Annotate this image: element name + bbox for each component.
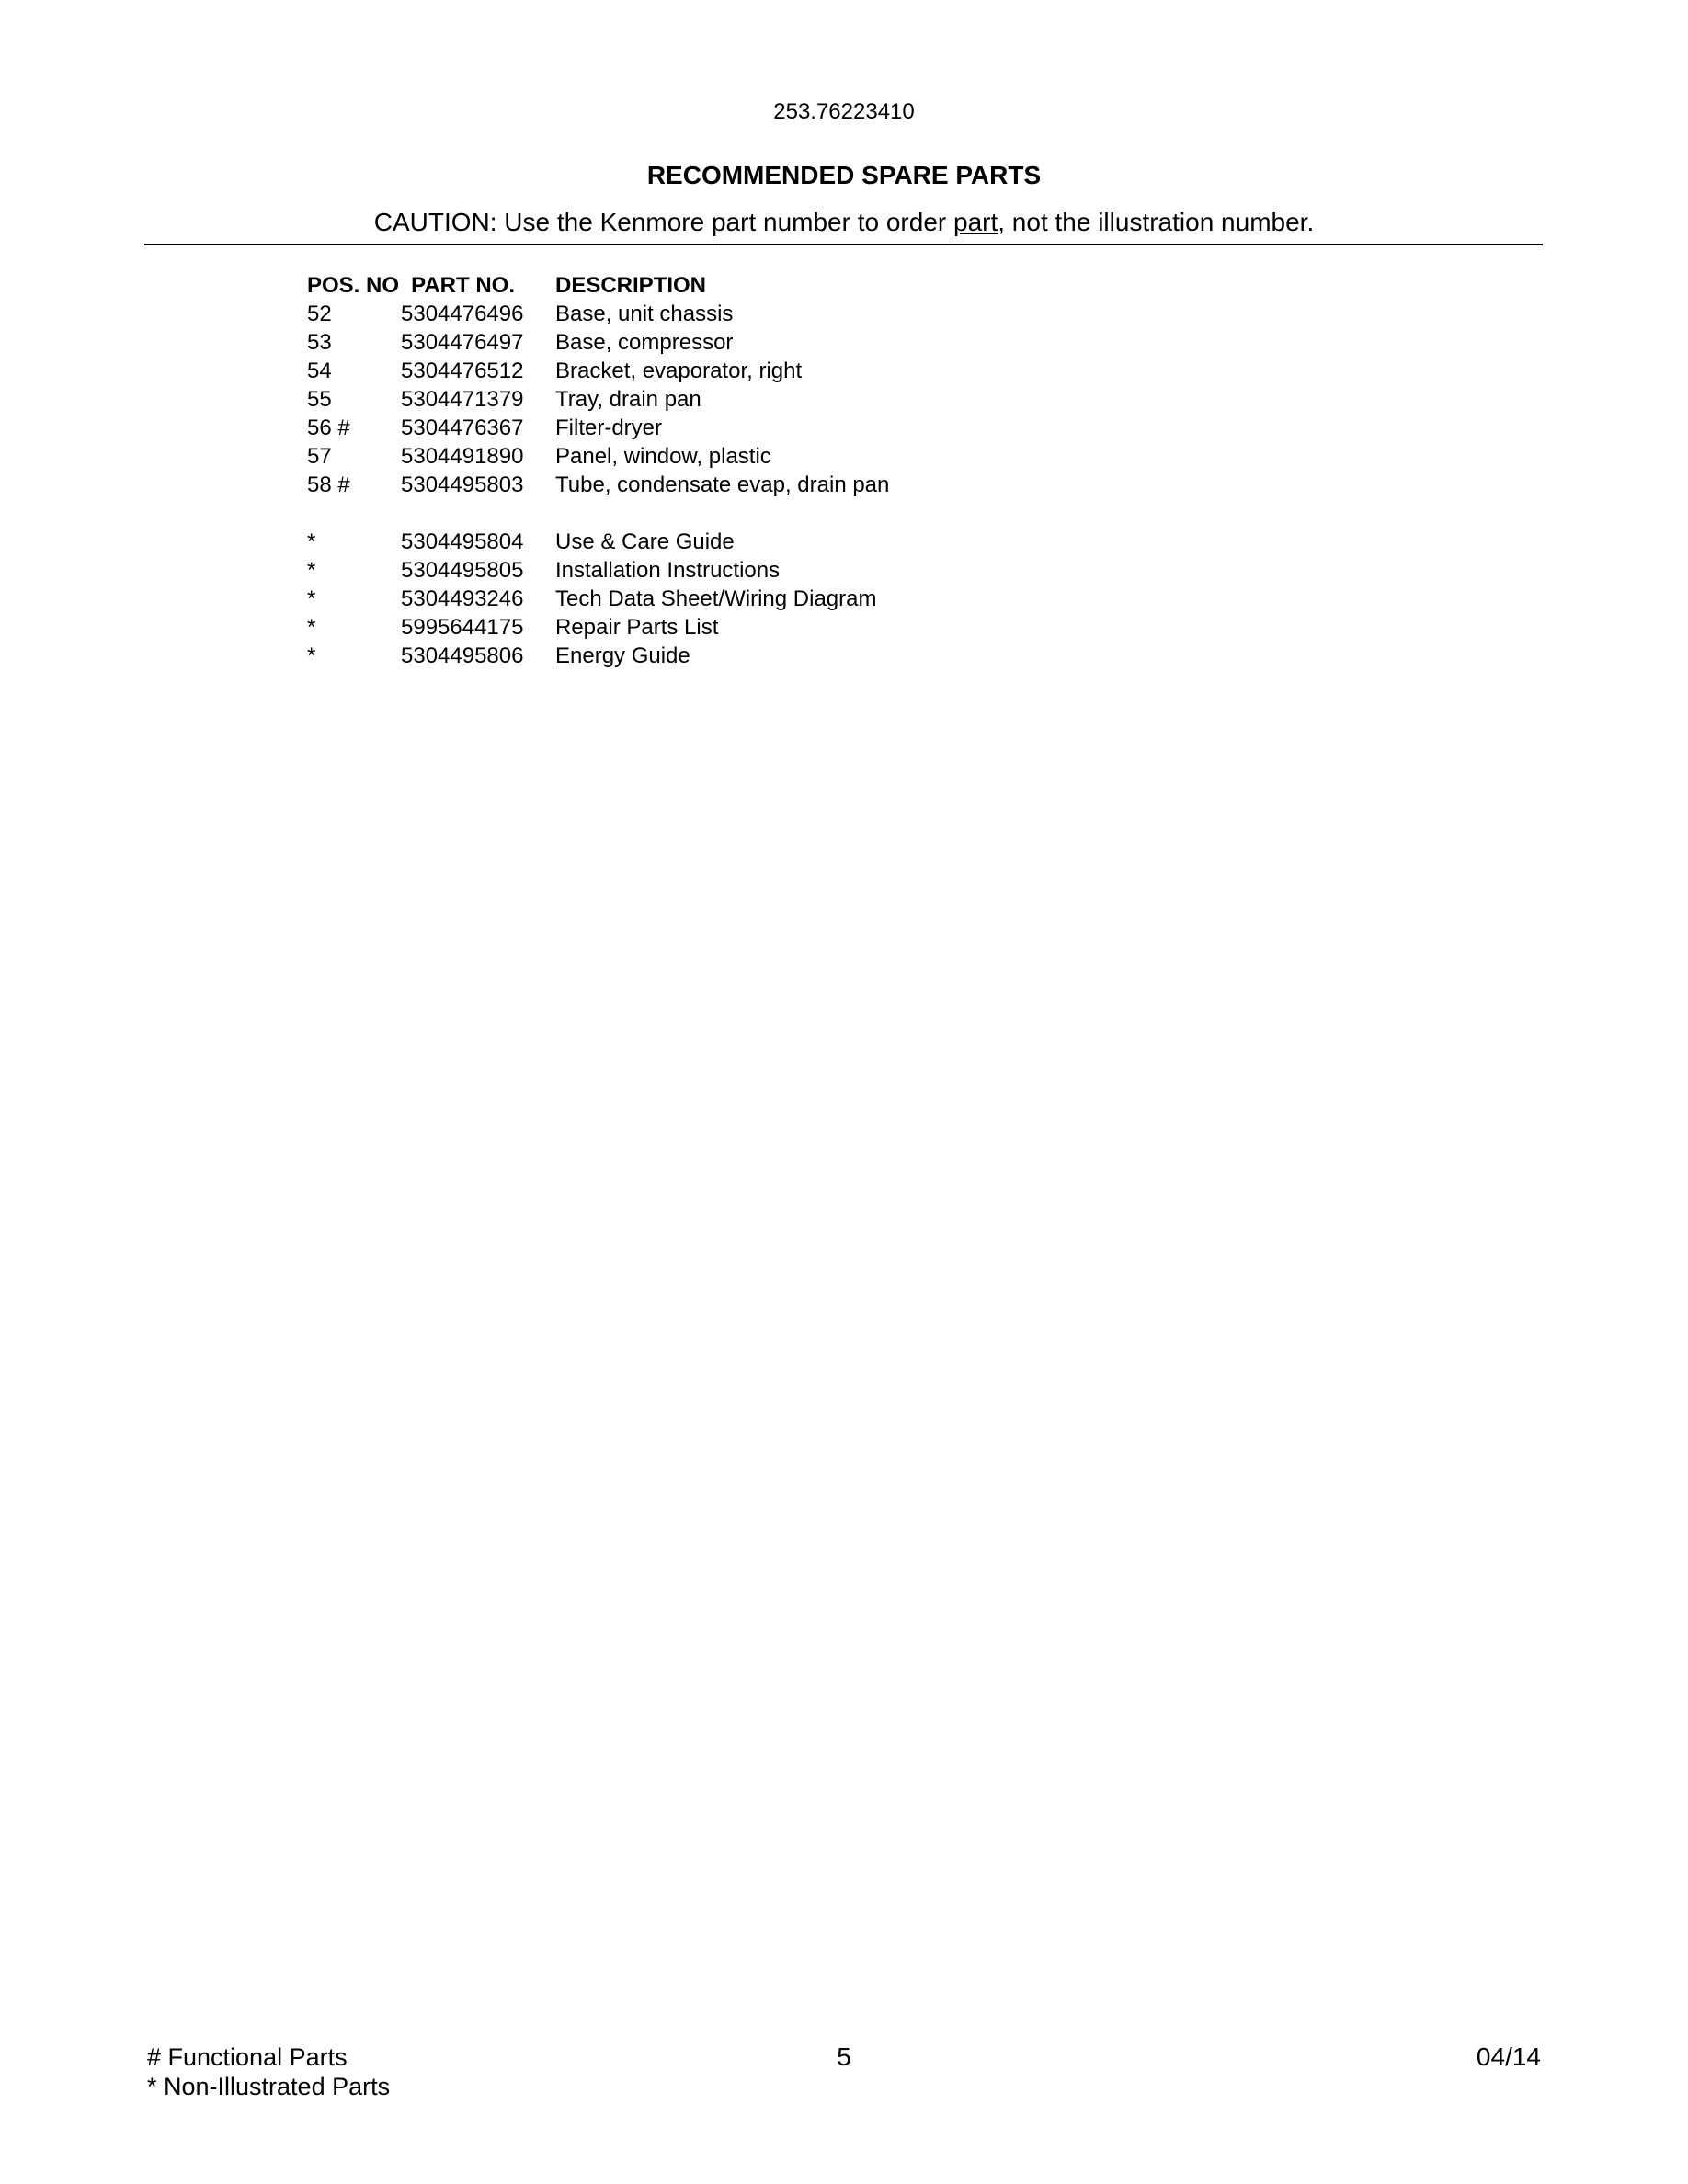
table-row	[307, 556, 889, 585]
pos-cell: *	[307, 643, 316, 668]
description-cell: Use & Care Guide	[555, 529, 735, 554]
part-number-cell: 5304476496	[401, 301, 524, 326]
page-number: 5	[837, 2042, 851, 2071]
table-row	[307, 414, 889, 442]
caution-text-end: , not the illustration number.	[998, 208, 1315, 236]
table-row	[307, 300, 889, 328]
column-header-pos: POS. NO	[307, 273, 400, 298]
description-cell: Repair Parts List	[555, 615, 719, 640]
part-number-cell: 5304495804	[401, 529, 524, 554]
description-cell: Tube, condensate evap, drain pan	[555, 472, 890, 497]
model-number: 253.76223410	[773, 99, 915, 124]
part-number-cell: 5995644175	[401, 615, 524, 640]
part-number-cell: 5304476497	[401, 330, 524, 355]
part-number-cell: 5304493246	[401, 586, 524, 611]
part-number-cell: 5304476512	[401, 358, 524, 383]
description-cell: Filter-dryer	[555, 415, 663, 440]
pos-cell: 52	[307, 301, 332, 326]
table-row	[307, 642, 889, 670]
description-cell: Base, unit chassis	[555, 301, 734, 326]
pos-cell: 58 #	[307, 472, 350, 497]
legend-non-illustrated-parts: * Non-Illustrated Parts	[147, 2073, 391, 2100]
part-number-cell: 5304495806	[401, 643, 524, 668]
table-row	[307, 328, 889, 357]
pos-cell: *	[307, 586, 316, 611]
table-row	[307, 613, 889, 642]
table-row	[307, 357, 889, 385]
description-cell: Panel, window, plastic	[555, 444, 771, 469]
header-divider	[144, 244, 1543, 245]
pos-cell: 55	[307, 387, 332, 412]
description-cell: Installation Instructions	[555, 558, 781, 583]
part-number-cell: 5304491890	[401, 444, 524, 469]
description-cell: Tech Data Sheet/Wiring Diagram	[555, 586, 877, 611]
part-number-cell: 5304476367	[401, 415, 524, 440]
pos-cell: 54	[307, 358, 332, 383]
pos-cell: *	[307, 615, 316, 640]
pos-cell: *	[307, 529, 316, 554]
pos-cell: 53	[307, 330, 332, 355]
description-cell: Tray, drain pan	[555, 387, 701, 412]
caution-note	[0, 208, 1688, 237]
column-header-description: DESCRIPTION	[555, 273, 707, 298]
description-cell: Base, compressor	[555, 330, 734, 355]
caution-text-start: CAUTION: Use the Kenmore part number to order	[373, 208, 953, 236]
table-row	[307, 585, 889, 613]
part-number-cell: 5304495805	[401, 558, 524, 583]
parts-table	[307, 271, 889, 670]
description-cell: Bracket, evaporator, right	[555, 358, 803, 383]
part-number-cell: 5304471379	[401, 387, 524, 412]
pos-cell: *	[307, 558, 316, 583]
table-row	[307, 528, 889, 556]
caution-underlined-word: part	[953, 208, 998, 236]
page-title: RECOMMENDED SPARE PARTS	[646, 161, 1042, 189]
legend-functional-parts: # Functional Parts	[147, 2043, 348, 2071]
table-header-row	[307, 271, 889, 300]
description-cell: Energy Guide	[555, 643, 690, 668]
table-row-gap	[307, 499, 889, 528]
revision-date: 04/14	[1476, 2042, 1541, 2071]
pos-cell: 56 #	[307, 415, 350, 440]
part-number-cell: 5304495803	[401, 472, 524, 497]
pos-cell: 57	[307, 444, 332, 469]
table-row	[307, 442, 889, 471]
table-row	[307, 385, 889, 414]
column-header-part: PART NO.	[411, 273, 515, 298]
table-row	[307, 471, 889, 499]
